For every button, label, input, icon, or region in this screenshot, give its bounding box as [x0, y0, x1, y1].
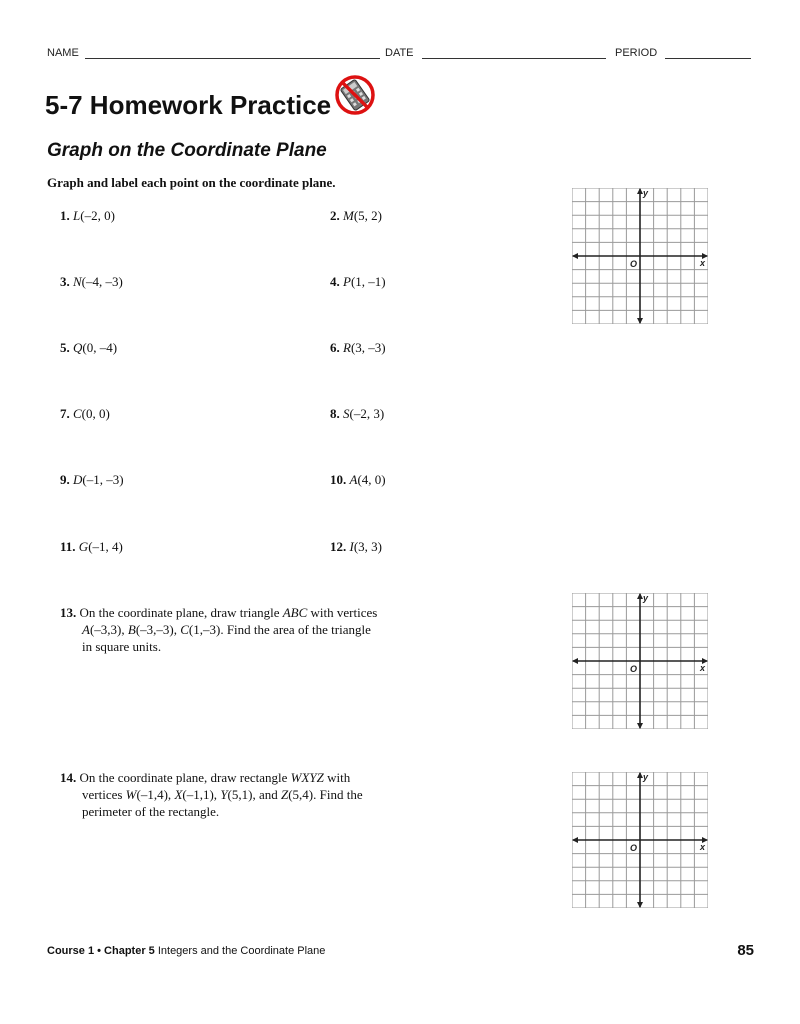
problem-2: [330, 208, 382, 224]
problem-number: 14.: [60, 770, 77, 785]
point-coords: (1, –1): [350, 274, 386, 289]
coordinate-grid-3[interactable]: [572, 772, 708, 908]
point-coords: (4, 0): [357, 472, 386, 487]
problem-number: 3.: [60, 274, 70, 289]
page-subtitle: Graph on the Coordinate Plane: [47, 140, 327, 161]
problem-number: 6.: [330, 340, 340, 355]
footer: [47, 945, 325, 957]
course-label: Course 1 • Chapter 5: [47, 945, 155, 957]
x-axis-label: x: [700, 663, 706, 673]
point-coords: (5, 2): [353, 208, 383, 223]
axis-arrow: [572, 658, 578, 664]
coordinate-grid-2[interactable]: [572, 593, 708, 729]
point-coords: (–1, 4): [88, 539, 123, 554]
problem-13: 13. On the coordinate plane, draw triangle ABC with vertices A(–3,3), B(–3,–3), C(1,–3). Find the area of the triangle in square units.: [60, 605, 378, 654]
problem-8: [330, 406, 384, 422]
directions: Graph and label each point on the coordinate plane.: [47, 175, 336, 190]
problem-number: 7.: [60, 406, 70, 421]
point-coords: (3, 3): [353, 539, 383, 554]
point-label: C: [73, 406, 82, 421]
point-label: Q: [73, 340, 83, 355]
point-label: D: [73, 472, 83, 487]
problem-7: [60, 406, 110, 422]
problem-number: 11.: [60, 539, 76, 554]
x-axis-label: x: [700, 842, 706, 852]
point-coords: (–2, 3): [349, 406, 385, 421]
page-title: 5-7 Homework Practice: [45, 90, 332, 120]
point-coords: (–2, 0): [80, 208, 115, 223]
name-field-line[interactable]: [85, 58, 380, 59]
origin-label: O: [630, 664, 638, 674]
problem-4: [330, 274, 386, 290]
problem-14: 14. On the coordinate plane, draw rectangle WXYZ with vertices W(–1,4), X(–1,1), Y(5,1), and Z(5,4). Find the perimeter of the rectangle.: [60, 770, 363, 819]
point-label: M: [343, 208, 354, 223]
problem-12: [330, 539, 382, 555]
problem-number: 8.: [330, 406, 340, 421]
point-label: R: [343, 340, 351, 355]
no-calculator-icon: [334, 74, 376, 116]
axis-arrow: [637, 318, 643, 324]
problem-number: 13.: [60, 605, 77, 620]
problem-number: 10.: [330, 472, 347, 487]
problem-number: 5.: [60, 340, 70, 355]
problem-10: [330, 472, 386, 488]
problem-6: [330, 340, 386, 356]
y-axis-label: y: [643, 772, 649, 782]
point-label: S: [343, 406, 350, 421]
problem-1: [60, 208, 115, 224]
period-label: PERIOD: [615, 47, 658, 59]
point-label: P: [343, 274, 351, 289]
problem-5: [60, 340, 117, 356]
problem-number: 2.: [330, 208, 340, 223]
point-coords: (–4, –3): [81, 274, 123, 289]
period-field-line[interactable]: [665, 58, 751, 59]
axis-arrow: [637, 902, 643, 908]
y-axis-label: y: [643, 593, 649, 603]
name-date-period-header: [47, 44, 757, 66]
y-axis-label: y: [643, 188, 649, 198]
origin-label: O: [630, 259, 638, 269]
problem-3: [60, 274, 123, 290]
axis-arrow: [572, 837, 578, 843]
origin-label: O: [630, 843, 638, 853]
problem-9: [60, 472, 124, 488]
point-coords: (–1, –3): [82, 472, 124, 487]
coordinate-grid-1[interactable]: [572, 188, 708, 324]
chapter-title: Integers and the Coordinate Plane: [154, 945, 326, 957]
x-axis-label: x: [700, 258, 706, 268]
point-label: G: [78, 539, 89, 554]
problem-number: 4.: [330, 274, 340, 289]
date-field-line[interactable]: [422, 58, 606, 59]
problem-number: 12.: [330, 539, 347, 554]
problem-number: 1.: [60, 208, 70, 223]
point-coords: (3, –3): [350, 340, 386, 355]
axis-arrow: [637, 723, 643, 729]
point-label: A: [349, 472, 358, 487]
point-label: N: [73, 274, 82, 289]
point-label: L: [73, 208, 81, 223]
point-label: I: [349, 539, 354, 554]
page-number: 85: [737, 942, 754, 959]
point-coords: (0, 0): [81, 406, 110, 421]
problem-11: [60, 539, 123, 555]
axis-arrow: [572, 253, 578, 259]
date-label: DATE: [385, 47, 414, 59]
problem-number: 9.: [60, 472, 70, 487]
name-label: NAME: [47, 47, 79, 59]
point-coords: (0, –4): [82, 340, 118, 355]
